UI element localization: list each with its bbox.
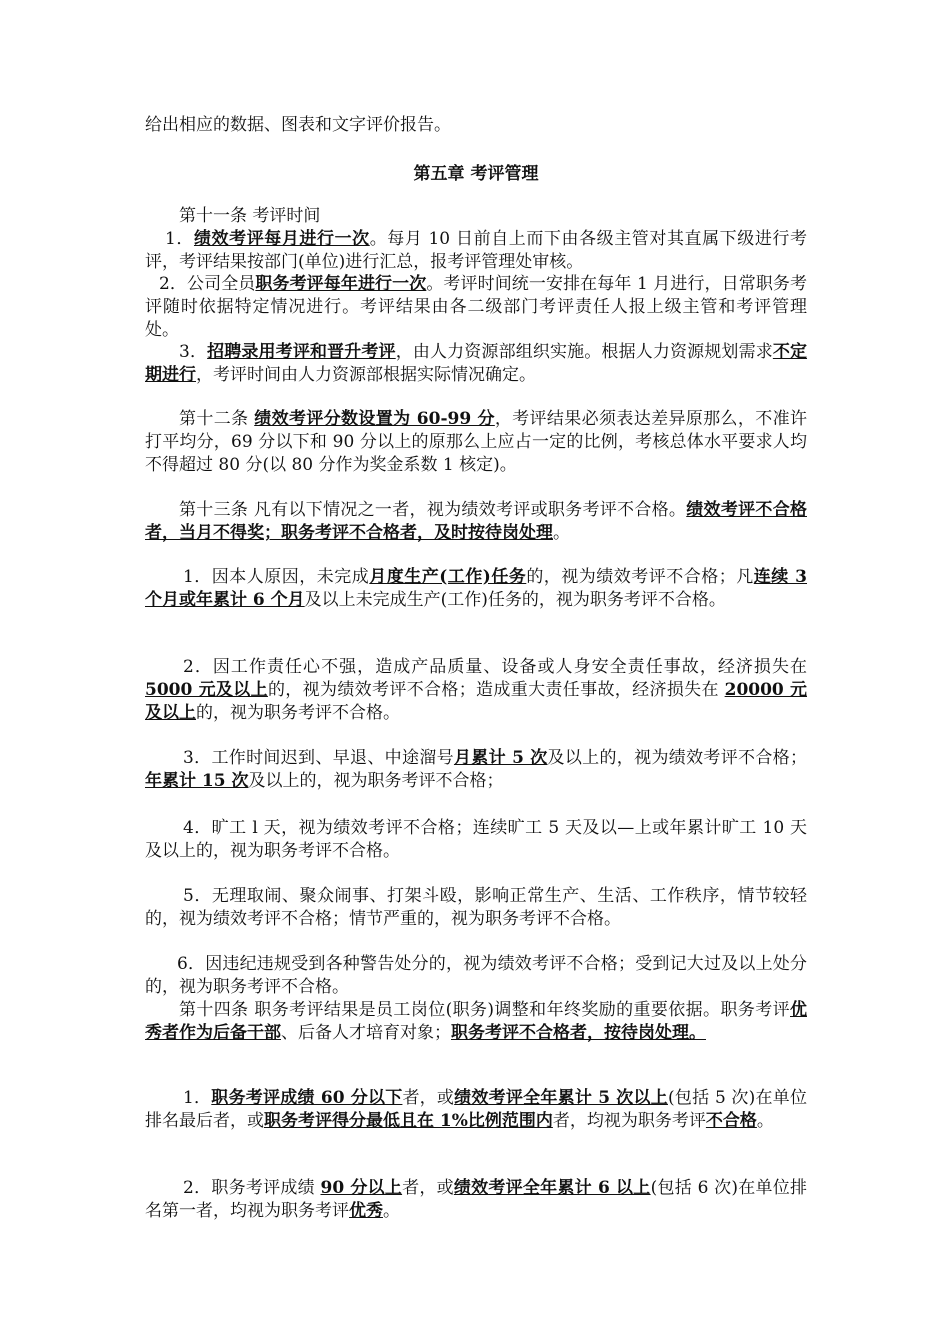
article-11-heading: 第十一条 考评时间 (179, 206, 321, 226)
article-13-item-5: 5．无理取闹、聚众闹事、打架斗殴，影响正常生产、生活、工作秩序，情节较轻的，视为绩效考评不合格；情节严重的，视为职务考评不合格。 (145, 886, 807, 929)
intro-tail: 给出相应的数据、图表和文字评价报告。 (145, 115, 451, 135)
article-11-item-2: 2．公司全员职务考评每年进行一次。考评时间统一安排在每年 1 月进行，日常职务考评随时依据特定情况进行。考评结果由各二级部门考评责任人报上级主管和考评管理处。 (145, 274, 808, 340)
article-14-item-1: 1．职务考评成绩 60 分以下者，或绩效考评全年累计 5 次以上(包括 5 次)在单位排名最后者，或职务考评得分最低且在 1%比例范围内者，均视为职务考评不合格。 (145, 1088, 808, 1131)
article-14-item-2: 2．职务考评成绩 90 分以上者，或绩效考评全年累计 6 以上(包括 6 次)在单位排名第一者，均视为职务考评优秀。 (145, 1178, 807, 1221)
chapter-title: 第五章 考评管理 (413, 164, 539, 184)
article-11-item-1: 1．绩效考评每月进行一次。每月 10 日前自上而下由各级主管对其直属下级进行考评，考评结果按部门(单位)进行汇总，报考评管理处审核。 (145, 229, 807, 272)
article-13-item-1: 1．因本人原因，未完成月度生产(工作)任务的，视为绩效考评不合格；凡连续 3 个月或年累计 6 个月及以上未完成生产(工作)任务的，视为职务考评不合格。 (145, 567, 807, 610)
article-14: 第十四条 职务考评结果是员工岗位(职务)调整和年终奖励的重要依据。职务考评优秀者作为后备干部、后备人才培育对象；职务考评不合格者，按待岗处理。 (145, 1000, 807, 1043)
article-12: 第十二条 绩效考评分数设置为 60-99 分，考评结果必须表达差异原那么，不准许打平均分，69 分以下和 90 分以上的原那么上应占一定的比例，考核总体水平要求人均不得超过 80 分(以 80 分作为奖金系数 1 核定)。 (145, 409, 807, 475)
article-13-item-4: 4．旷工 l 天，视为绩效考评不合格；连续旷工 5 天及以—上或年累计旷工 10 天及以上的，视为职务考评不合格。 (145, 818, 807, 861)
article-13-item-6: 6．因违纪违规受到各种警告处分的，视为绩效考评不合格；受到记大过及以上处分的，视为职务考评不合格。 (145, 954, 807, 997)
article-11-item-3: 3．招聘录用考评和晋升考评，由人力资源部组织实施。根据人力资源规划需求不定期进行，考评时间由人力资源部根据实际情况确定。 (145, 342, 808, 385)
article-13: 第十三条 凡有以下情况之一者，视为绩效考评或职务考评不合格。绩效考评不合格者，当月不得奖；职务考评不合格者，及时按待岗处理。 (145, 500, 807, 543)
article-13-item-2: 2．因工作责任心不强，造成产品质量、设备或人身安全责任事故，经济损失在 5000 元及以上的，视为绩效考评不合格；造成重大责任事故，经济损失在 20000 元及以上的，视为职务考评不合格。 (145, 657, 808, 723)
article-13-item-3: 3．工作时间迟到、早退、中途溜号月累计 5 次及以上的，视为绩效考评不合格；年累计 15 次及以上的，视为职务考评不合格； (145, 748, 808, 791)
